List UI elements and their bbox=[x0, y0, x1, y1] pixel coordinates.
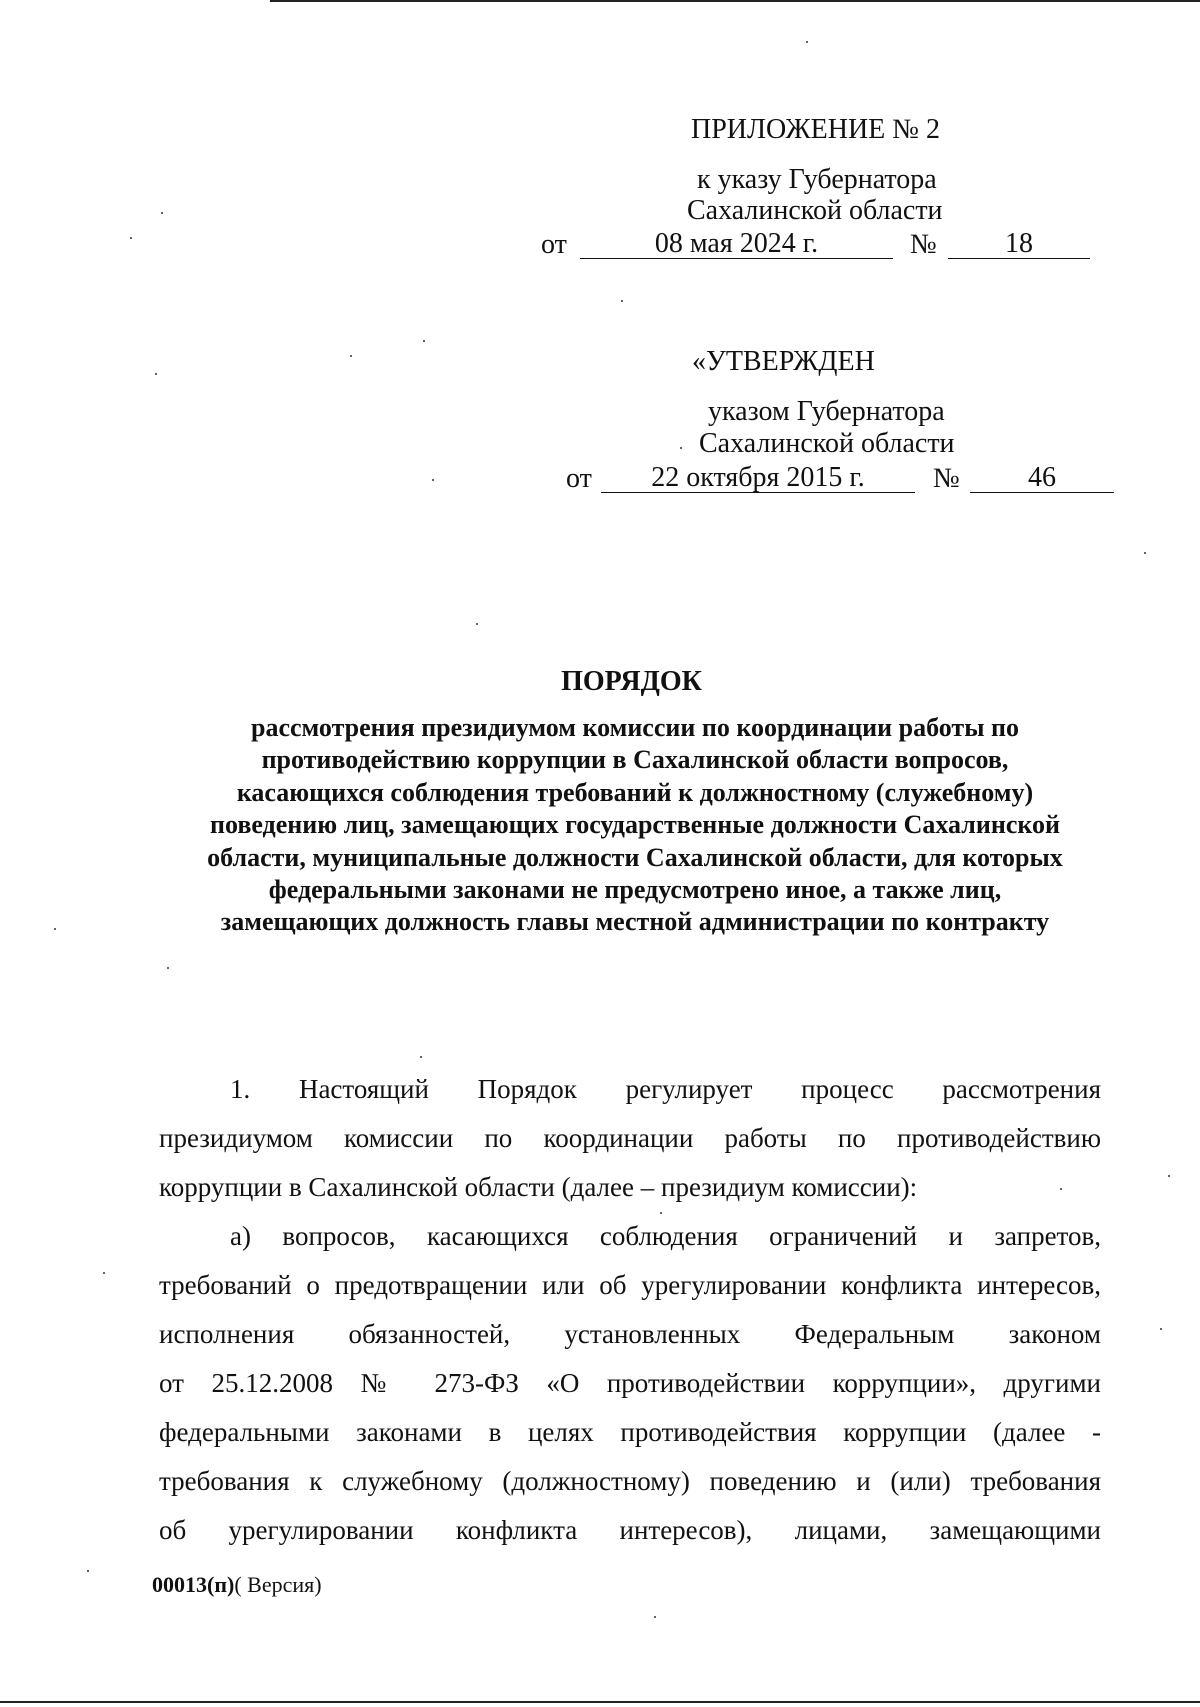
appendix-title: ПРИЛОЖЕНИЕ № 2 bbox=[691, 114, 940, 145]
subtitle-line: области, муниципальные должности Сахалинской области, для которых bbox=[207, 842, 1063, 872]
approved-date: 22 октября 2015 г. bbox=[651, 462, 865, 493]
top-scan-border bbox=[270, 0, 1200, 2]
subtitle-line: федеральными законами не предусмотрено иное, а также лиц, bbox=[268, 875, 1002, 905]
scan-speck bbox=[103, 1272, 105, 1274]
subtitle-line: замещающих должность главы местной администрации по контракту bbox=[220, 907, 1050, 937]
scan-speck bbox=[680, 447, 682, 449]
document-title: ПОРЯДОК bbox=[561, 666, 702, 697]
appendix-line-1: к указу Губернатора bbox=[697, 164, 937, 195]
scan-speck bbox=[654, 1616, 656, 1618]
scan-speck bbox=[1144, 552, 1146, 554]
body-line: от 25.12.2008 № 273-ФЗ «О противодействии коррупции», другими bbox=[159, 1368, 1101, 1398]
body-line: президиумом комиссии по координации работы по противодействию bbox=[159, 1123, 1101, 1153]
approved-from-label: от bbox=[566, 463, 592, 494]
body-line: требований о предотвращении или об урегулировании конфликта интересов, bbox=[159, 1270, 1101, 1300]
scan-speck bbox=[161, 212, 163, 214]
body-line: федеральными законами в целях противодействия коррупции (далее - bbox=[159, 1417, 1101, 1447]
subtitle-line: поведению лиц, замещающих государственные должности Сахалинской bbox=[209, 810, 1060, 840]
scan-speck bbox=[1060, 1188, 1062, 1190]
approved-number-label: № bbox=[933, 463, 960, 494]
scan-speck bbox=[155, 373, 157, 375]
body-line: а) вопросов, касающихся соблюдения ограничений и запретов, bbox=[230, 1221, 1101, 1251]
scan-speck bbox=[660, 1212, 662, 1214]
scan-speck bbox=[350, 355, 352, 357]
scan-speck bbox=[423, 340, 425, 342]
appendix-number-label: № bbox=[910, 229, 937, 260]
body-line: об урегулировании конфликта интересов), лицами, замещающими bbox=[159, 1515, 1101, 1545]
footer bbox=[152, 1574, 322, 1596]
body-line: требования к служебному (должностному) поведению и (или) требования bbox=[159, 1466, 1101, 1496]
bottom-scan-border bbox=[0, 1701, 1200, 1703]
appendix-line-2: Сахалинской области bbox=[687, 195, 943, 226]
appendix-date: 08 мая 2024 г. bbox=[654, 228, 819, 259]
approved-number: 46 bbox=[1028, 462, 1056, 493]
appendix-number: 18 bbox=[1005, 228, 1033, 259]
approved-line-2: Сахалинской области bbox=[699, 428, 955, 459]
scan-speck bbox=[1168, 1175, 1170, 1177]
subtitle-line: касающихся соблюдения требований к должностному (служебному) bbox=[236, 777, 1034, 807]
appendix-from-label: от bbox=[541, 229, 567, 260]
body-line: исполнения обязанностей, установленных Федеральным законом bbox=[159, 1319, 1101, 1349]
approved-line-1: указом Губернатора bbox=[708, 396, 945, 427]
scan-speck bbox=[621, 300, 623, 302]
scan-speck bbox=[420, 1056, 422, 1058]
document-subtitle bbox=[140, 712, 1130, 939]
subtitle-line: противодействию коррупции в Сахалинской области вопросов, bbox=[261, 745, 1009, 775]
footer-version: ( Версия) bbox=[234, 1572, 322, 1597]
scan-speck bbox=[87, 1570, 89, 1572]
scan-speck bbox=[130, 237, 132, 239]
scan-speck bbox=[1160, 1328, 1162, 1330]
approved-title: «УТВЕРЖДЕН bbox=[692, 346, 875, 377]
scan-speck bbox=[432, 479, 434, 481]
scan-speck bbox=[806, 41, 808, 43]
scan-speck bbox=[476, 623, 478, 625]
body-line: коррупции в Сахалинской области (далее – президиум комиссии): bbox=[159, 1172, 918, 1202]
scan-speck bbox=[167, 967, 169, 969]
subtitle-line: рассмотрения президиумом комиссии по координации работы по bbox=[251, 713, 1019, 742]
footer-code: 00013(п) bbox=[152, 1572, 235, 1597]
scan-speck bbox=[54, 928, 56, 930]
body-line: 1. Настоящий Порядок регулирует процесс рассмотрения bbox=[230, 1074, 1101, 1104]
